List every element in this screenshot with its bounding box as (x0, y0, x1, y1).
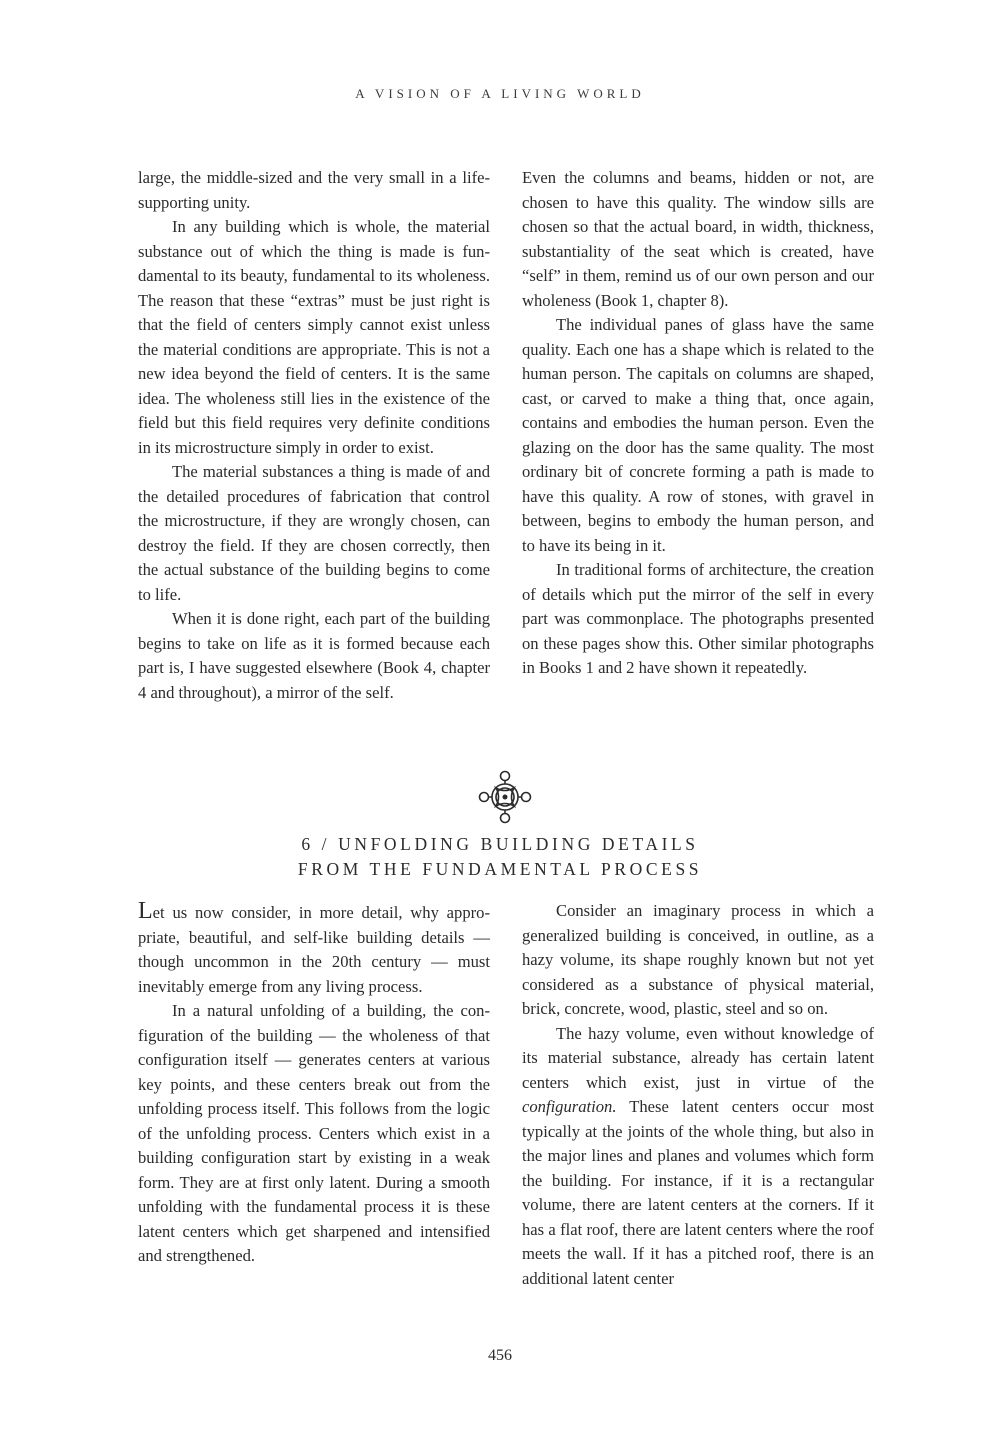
ornament-icon (476, 768, 534, 826)
section-heading (0, 832, 1000, 882)
paragraph: In traditional forms of architecture, the creation of details which put the mirror of the self in every part was commonplace. The photographs presented on these pages show this. Other similar photographs in Books 1 and 2 have shown it repeatedly. (522, 560, 874, 677)
paragraph: The material substances a thing is made of and the detailed procedures of fabrication that control the microstructure, if they are wrongly chosen, can destroy the field. If they are chosen correctly, then the actual substance of the building begins to come to life. (138, 462, 490, 604)
running-head: A VISION OF A LIVING WORLD (355, 86, 645, 101)
bottom-right-column (522, 899, 874, 1291)
top-right-column (522, 166, 874, 681)
text-span: These latent centers occur most typically at the joints of the whole thing, but also in the major lines and planes and volumes which form the building. For instance, if it is a rectangular volume, there are latent centers at the corners. If it has a flat roof, there are latent centers where the roof meets the wall. If it has a pitched roof, there is an additional latent center (522, 1097, 874, 1288)
page-number: 456 (488, 1347, 512, 1364)
text-span: The hazy volume, even without knowledge of its material substance, already has certain latent centers which exist, just in virtue of the (522, 1023, 874, 1092)
paragraph: Even the columns and beams, hidden or not, are chosen to have this quality. The window sills are chosen so that the actual board, in width, thickness, substantiality of the seat which is created, have “self” in them, remind us of our own person and our wholeness (Book 1, chapter 8). (522, 168, 874, 310)
paragraph: Consider an imaginary process in which a generalized building is conceived, in outline, as a hazy volume, its shape roughly known but not yet considered as a substance of physical material, brick, concrete, wood, plastic, steel and so on. (522, 901, 874, 1018)
paragraph: The individual panes of glass have the same quality. Each one has a shape which is related to the human person. The capitals on columns are shaped, cast, or carved to make a thing that, once again, contains and embodies the human person. Even the glazing on the door has the same quality. The most ordinary bit of concrete forming a path is made to have this quality. A row of stones, with gravel in between, begins to embody the human person, and to have its being in it. (522, 315, 874, 555)
paragraph (522, 1022, 874, 1292)
paragraph: In a natural unfolding of a building, the configuration of the building — the wholeness of that configuration itself — generates centers at various key points, and these centers break out from the unfolding process itself. This follows from the logic of the unfolding process. Centers which exist in a building configuration start by existing in a weak form. They are at first only latent. During a smooth unfolding with the fundamental process it is these latent centers which get sharpened and intensified and strengthened. (138, 1001, 490, 1265)
emphasis: configuration. (522, 1097, 617, 1116)
top-left-column (138, 166, 490, 705)
paragraph: When it is done right, each part of the building begins to take on life as it is formed because each part is, I have suggested elsewhere (Book 4, chapter 4 and throughout), a mirror of the self. (138, 609, 490, 702)
bottom-left-column (138, 899, 490, 1269)
paragraph: In any building which is whole, the material substance out of which the thing is made is fundamental to its beauty, fundamental to its wholeness. The reason that these “extras” must be just right is that the field of centers simply cannot exist unless the material conditions are appropriate. This is not a new idea beyond the field of centers. It is the same idea. The wholeness still lies in the existence of the field but this field requires very definite conditions in its microstructure simply in order to exist. (138, 217, 490, 457)
paragraph: large, the middle-sized and the very small in a life-supporting unity. (138, 168, 490, 212)
section-heading-line-1: 6 / UNFOLDING BUILDING DETAILS (301, 834, 699, 854)
section-heading-line-2: FROM THE FUNDAMENTAL PROCESS (297, 859, 703, 879)
paragraph: Let us now consider, in more detail, why appropriate, beautiful, and self-like building details — though uncommon in the 20th century — must inevitably emerge from any living process. (138, 898, 490, 996)
